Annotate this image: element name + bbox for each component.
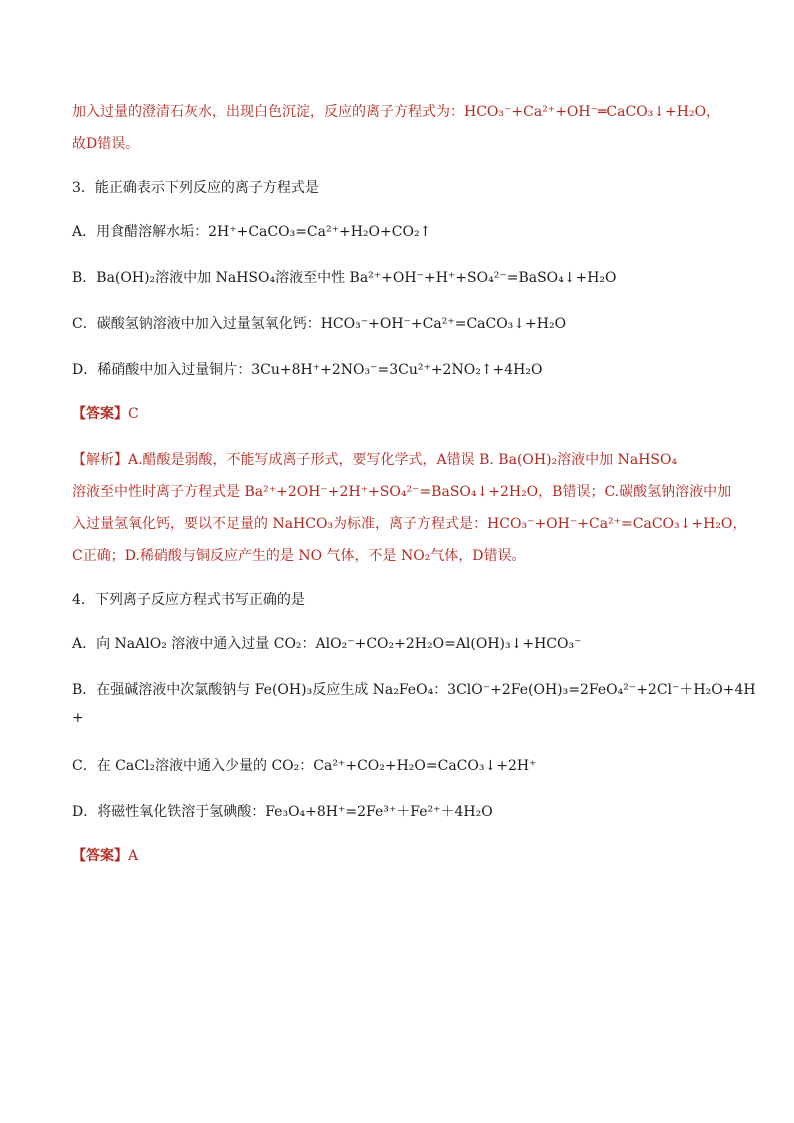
question-3-option-a: A．用食醋溶解水垢：2H⁺+CaCO₃=Ca²⁺+H₂O+CO₂↑ <box>72 224 432 240</box>
answer-value: A <box>128 848 139 864</box>
explanation-continuation-line-2: 故D错误。 <box>72 136 140 152</box>
question-3-option-d: D．稀硝酸中加入过量铜片：3Cu+8H⁺+2NO₃⁻=3Cu²⁺+2NO₂↑+4H₂O <box>72 362 543 378</box>
question-3-answer <box>72 404 732 424</box>
question-4-answer <box>72 846 732 866</box>
question-4-option-b-wrap: + <box>72 710 84 726</box>
question-3-analysis-line-4: C正确；D.稀硝酸与铜反应产生的是 NO 气体，不是 NO₂气体，D错误。 <box>72 548 526 564</box>
explanation-continuation-line-1: 加入过量的澄清石灰水，出现白色沉淀，反应的离子方程式为：HCO₃⁻+Ca²⁺+OH⁻═CaCO₃↓+H₂O， <box>72 104 721 120</box>
question-4-option-b: B．在强碱溶液中次氯酸钠与 Fe(OH)₃反应生成 Na₂FeO₄：3ClO⁻+2Fe(OH)₃=2FeO₄²⁻+2Cl⁻＋H₂O+4H <box>72 682 756 698</box>
answer-label: 【答案】 <box>72 848 128 864</box>
question-3-option-b: B．Ba(OH)₂溶液中加 NaHSO₄溶液至中性 Ba²⁺+OH⁻+H⁺+SO₄²⁻=BaSO₄↓+H₂O <box>72 270 617 286</box>
question-3-analysis-line-2: 溶液至中性时离子方程式是 Ba²⁺+2OH⁻+2H⁺+SO₄²⁻=BaSO₄↓+2H₂O，B错误；C.碳酸氢钠溶液中加 <box>72 484 732 500</box>
answer-label: 【答案】 <box>72 406 128 422</box>
answer-value: C <box>128 406 139 422</box>
question-3-stem: 3．能正确表示下列反应的离子方程式是 <box>72 180 319 196</box>
question-3-analysis-line-1: 【解析】A.醋酸是弱酸，不能写成离子形式，要写化学式，A错误 B. Ba(OH)₂溶液中加 NaHSO₄ <box>72 452 678 468</box>
question-3-option-c: C．碳酸氢钠溶液中加入过量氢氧化钙：HCO₃⁻+OH⁻+Ca²⁺=CaCO₃↓+H₂O <box>72 316 567 332</box>
question-3-analysis-line-3: 入过量氢氧化钙，要以不足量的 NaHCO₃为标准，离子方程式是：HCO₃⁻+OH⁻+Ca²⁺=CaCO₃↓+H₂O， <box>72 516 747 532</box>
question-4-option-a: A．向 NaAlO₂ 溶液中通入过量 CO₂：AlO₂⁻+CO₂+2H₂O=Al(OH)₃↓+HCO₃⁻ <box>72 636 582 652</box>
question-4-option-c: C．在 CaCl₂溶液中通入少量的 CO₂：Ca²⁺+CO₂+H₂O=CaCO₃↓+2H⁺ <box>72 758 537 774</box>
question-4-option-d: D．将磁性氧化铁溶于氢碘酸：Fe₃O₄+8H⁺=2Fe³⁺＋Fe²⁺＋4H₂O <box>72 804 493 820</box>
question-4-stem: 4．下列离子反应方程式书写正确的是 <box>72 592 305 608</box>
